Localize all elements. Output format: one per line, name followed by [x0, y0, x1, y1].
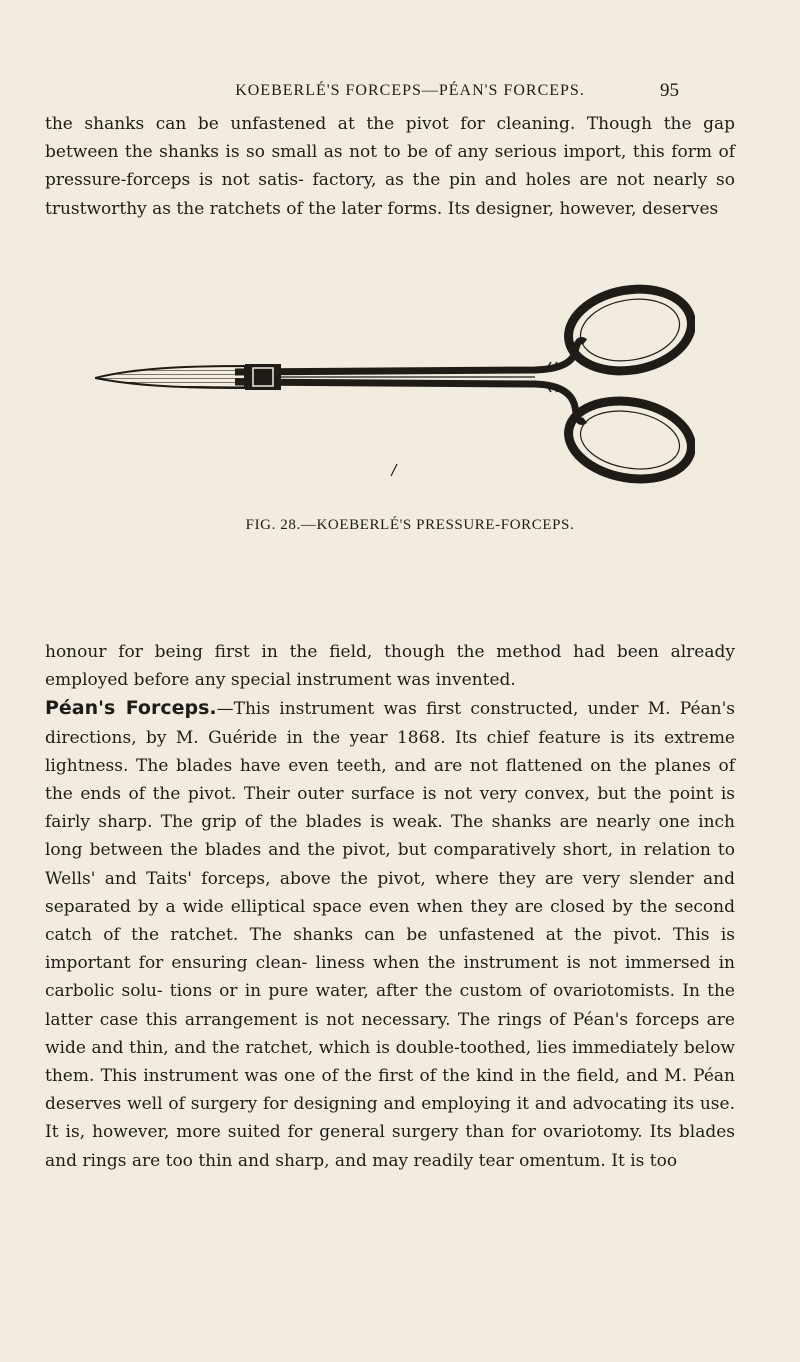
- section-body-text: —This instrument was first constructed, under M. Péan's directions, by M. Guéride in the year 1868. Its chief feature is its extreme lightness. The blades have even teeth, and are not flattened on the planes of the ends of the pivot. Their outer surface is not very convex, but the point is fairly sharp. The grip of the blades is weak. The shanks are nearly one inch long between the blades and the pivot, but comparatively short, in relation to Wells' and Taits' forceps, above the pivot, where they are very slender and separated by a wide elliptical space even when they are closed by the second catch of the ratchet. The shanks can be unfastened at the pivot. This is important for ensuring clean- liness when the instrument is not immersed in carbolic solu- tions or in pure water, after the custom of ovariotomists. In the latter case this arrangement is not necessary. The rings of Péan's forceps are wide and thin, and the ratchet, which is double-toothed, lies immediately below them. This instrument was one of the first of the kind in the field, and M. Péan deserves well of surgery for designing and employing it and advocating its use. It is, however, more suited for general surgery than for ovariotomy. Its blades and rings are too thin and sharp, and may readily tear omentum. It is too: [45, 699, 735, 1171]
- upper-shank: [235, 340, 585, 372]
- lower-ring: [562, 392, 695, 488]
- paragraph-top: the shanks can be unfastened at the pivot for cleaning. Though the gap between the shanks is so small as not to be of any serious import, this form of pressure-forceps is not satis- factory, as the pin and holes are not nearly so trustworthy as the ratchets of the later forms. Its designer, however, deserves: [45, 114, 735, 219]
- upper-ring: [562, 282, 695, 380]
- lower-shank: [235, 382, 585, 421]
- figure-caption: FIG. 28.—KOEBERLÉ'S PRESSURE-FORCEPS.: [245, 517, 575, 533]
- forceps-blades: [95, 366, 245, 388]
- page-number: 95: [660, 80, 679, 101]
- section-heading: Péan's Forceps.: [45, 697, 217, 720]
- figure-illustration: [95, 282, 695, 502]
- forceps-engraving: [95, 282, 695, 502]
- paragraph-bottom: [45, 638, 735, 1175]
- paragraph-continued-text: honour for being first in the field, though the method had been already employed before any special instrument was invented.: [45, 642, 735, 691]
- running-head: KOEBERLÉ'S FORCEPS—PÉAN'S FORCEPS.: [235, 82, 585, 99]
